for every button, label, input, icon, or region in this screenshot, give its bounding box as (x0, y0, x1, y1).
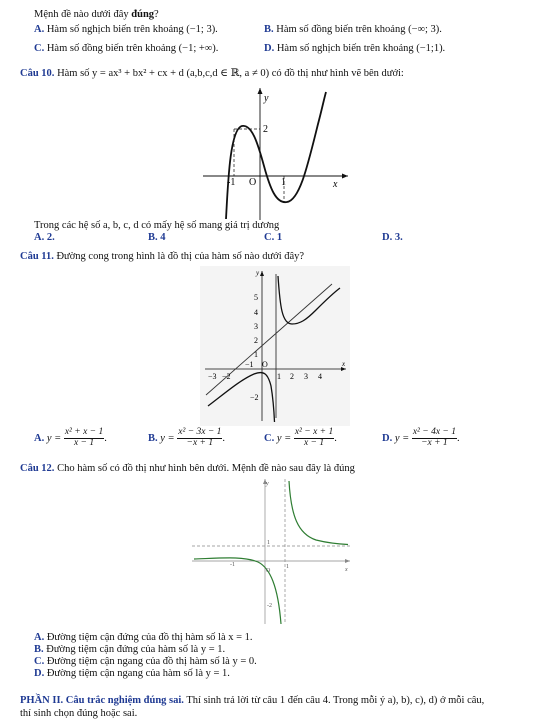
q12-tick-neg2: -2 (267, 603, 272, 609)
q12-right-branch (289, 481, 348, 545)
q12-tick-1y: 1 (267, 540, 270, 546)
q10-tick-neg1: -1 (227, 177, 236, 188)
q11-stem: Câu 11. Đường cong trong hình là đồ thị của hàm số nào dưới đây? (20, 251, 305, 262)
q12-option-c[interactable]: C. Đường tiệm cận ngang của đồ thị hàm số là y = 0. (34, 656, 257, 667)
q10-y-label: y (264, 93, 269, 104)
q11-tick-4: 4 (254, 308, 258, 317)
q12-option-b[interactable]: B. Đường tiệm cận đứng của hàm số là y = 1. (34, 644, 226, 655)
q10-cubic-curve (226, 92, 326, 219)
part2-continuation: thí sinh chọn đúng hoặc sai. (20, 708, 138, 719)
q10-tick-1: 1 (281, 177, 286, 188)
q11-y-label: y (256, 269, 260, 277)
q11-option-d[interactable]: D. y = $\frac{\text{x² − 4x − 1}}{-x + 1}$ . (382, 427, 460, 448)
q12-option-d[interactable]: D. Đường tiệm cận ngang của hàm số là y = 1. (34, 668, 230, 679)
q10-graph (200, 84, 350, 224)
q11-tick-neg1: −1 (245, 360, 254, 369)
q11-option-c-fraction: $\frac{\text{x² − x + 1}}{x - 1}$ (294, 427, 334, 448)
q9-option-b[interactable]: B. Hàm số đồng biến trên khoảng (−∞; 3). (264, 24, 442, 35)
q10-y-arrow-icon (258, 88, 263, 94)
q11-option-a-fraction: $\frac{\text{x² + x − 1}}{x - 1}$ (64, 427, 104, 448)
q10-tick-2: 2 (263, 124, 268, 135)
q11-x-label: x (342, 360, 346, 368)
q12-option-a[interactable]: A. Đường tiệm cận đứng của đồ thị hàm số là x = 1. (34, 632, 253, 643)
q12-tick-1x: 1 (286, 564, 289, 570)
q12-graph (192, 476, 352, 626)
q12-origin: O (266, 568, 271, 574)
q11-tick-x1: 1 (277, 372, 281, 381)
q10-origin: O (249, 177, 257, 188)
q10-option-d[interactable]: D. 3. (382, 232, 403, 243)
q11-tick-2: 2 (254, 336, 258, 345)
q11-plot-bg (200, 266, 350, 426)
q10-stem: Câu 10. Hàm số y = ax³ + bx² + cx + d (a,b,c,d ∈ ℝ, a ≠ 0) có đồ thị như hình vẽ bên dưới: (20, 68, 404, 79)
q11-option-a[interactable]: A. y = $\frac{\text{x² + x − 1}}{x - 1}$ . (34, 427, 107, 448)
q12-tick-neg1: -1 (230, 562, 235, 568)
q11-tick-x2: 2 (290, 372, 294, 381)
q11-option-d-fraction: $\frac{\text{x² − 4x − 1}}{-x + 1}$ (412, 427, 456, 448)
q11-tick-x3: 3 (304, 372, 308, 381)
q11-tick-1: 1 (254, 350, 258, 359)
q11-tick-x4: 4 (318, 372, 322, 381)
part2-heading: PHẦN II. Câu trắc nghiệm đúng sai. Thí sinh trả lời từ câu 1 đến câu 4. Trong mỗi ý a), b), c), d) ở mỗi câu, (20, 695, 485, 706)
q12-y-label: y (266, 481, 269, 487)
q9-stem: Mệnh đề nào dưới đây đúng? (34, 9, 159, 20)
q11-origin: O (262, 360, 268, 369)
q11-tick-3: 3 (254, 322, 258, 331)
q10-option-c[interactable]: C. 1 (264, 232, 283, 243)
q11-option-b-fraction: $\frac{\text{x² − 3x − 1}}{-x + 1}$ (178, 427, 222, 448)
q11-tick-neg2: −2 (250, 393, 259, 402)
q9-option-c[interactable]: C. Hàm số đồng biến trên khoảng (−1; +∞). (34, 43, 219, 54)
q11-graph (200, 266, 350, 426)
q11-tick-5: 5 (254, 293, 258, 302)
q11-option-b[interactable]: B. y = $\frac{\text{x² − 3x − 1}}{-x + 1}$ . (148, 427, 225, 448)
q10-question: Trong các hệ số a, b, c, d có mấy hệ số mang giá trị dương (34, 220, 280, 231)
q10-option-b[interactable]: B. 4 (148, 232, 166, 243)
q11-option-c[interactable]: C. y = $\frac{\text{x² − x + 1}}{x - 1}$ . (264, 427, 337, 448)
q11-tick-neg2-x: −2 (222, 372, 231, 381)
q9-option-a[interactable]: A. Hàm số nghịch biến trên khoảng (−1; 3). (34, 24, 218, 35)
q10-x-label: x (333, 179, 338, 190)
q9-option-d[interactable]: D. Hàm số nghịch biến trên khoảng (−1;1). (264, 43, 446, 54)
q12-x-arrow-icon (345, 559, 350, 563)
q12-stem: Câu 12. Cho hàm số có đồ thị như hình bên dưới. Mệnh đề nào sau đây là đúng (20, 463, 355, 474)
q11-tick-neg3: −3 (208, 372, 217, 381)
q10-option-a[interactable]: A. 2. (34, 232, 55, 243)
q10-x-arrow-icon (342, 174, 348, 179)
q12-x-label: x (345, 567, 348, 573)
